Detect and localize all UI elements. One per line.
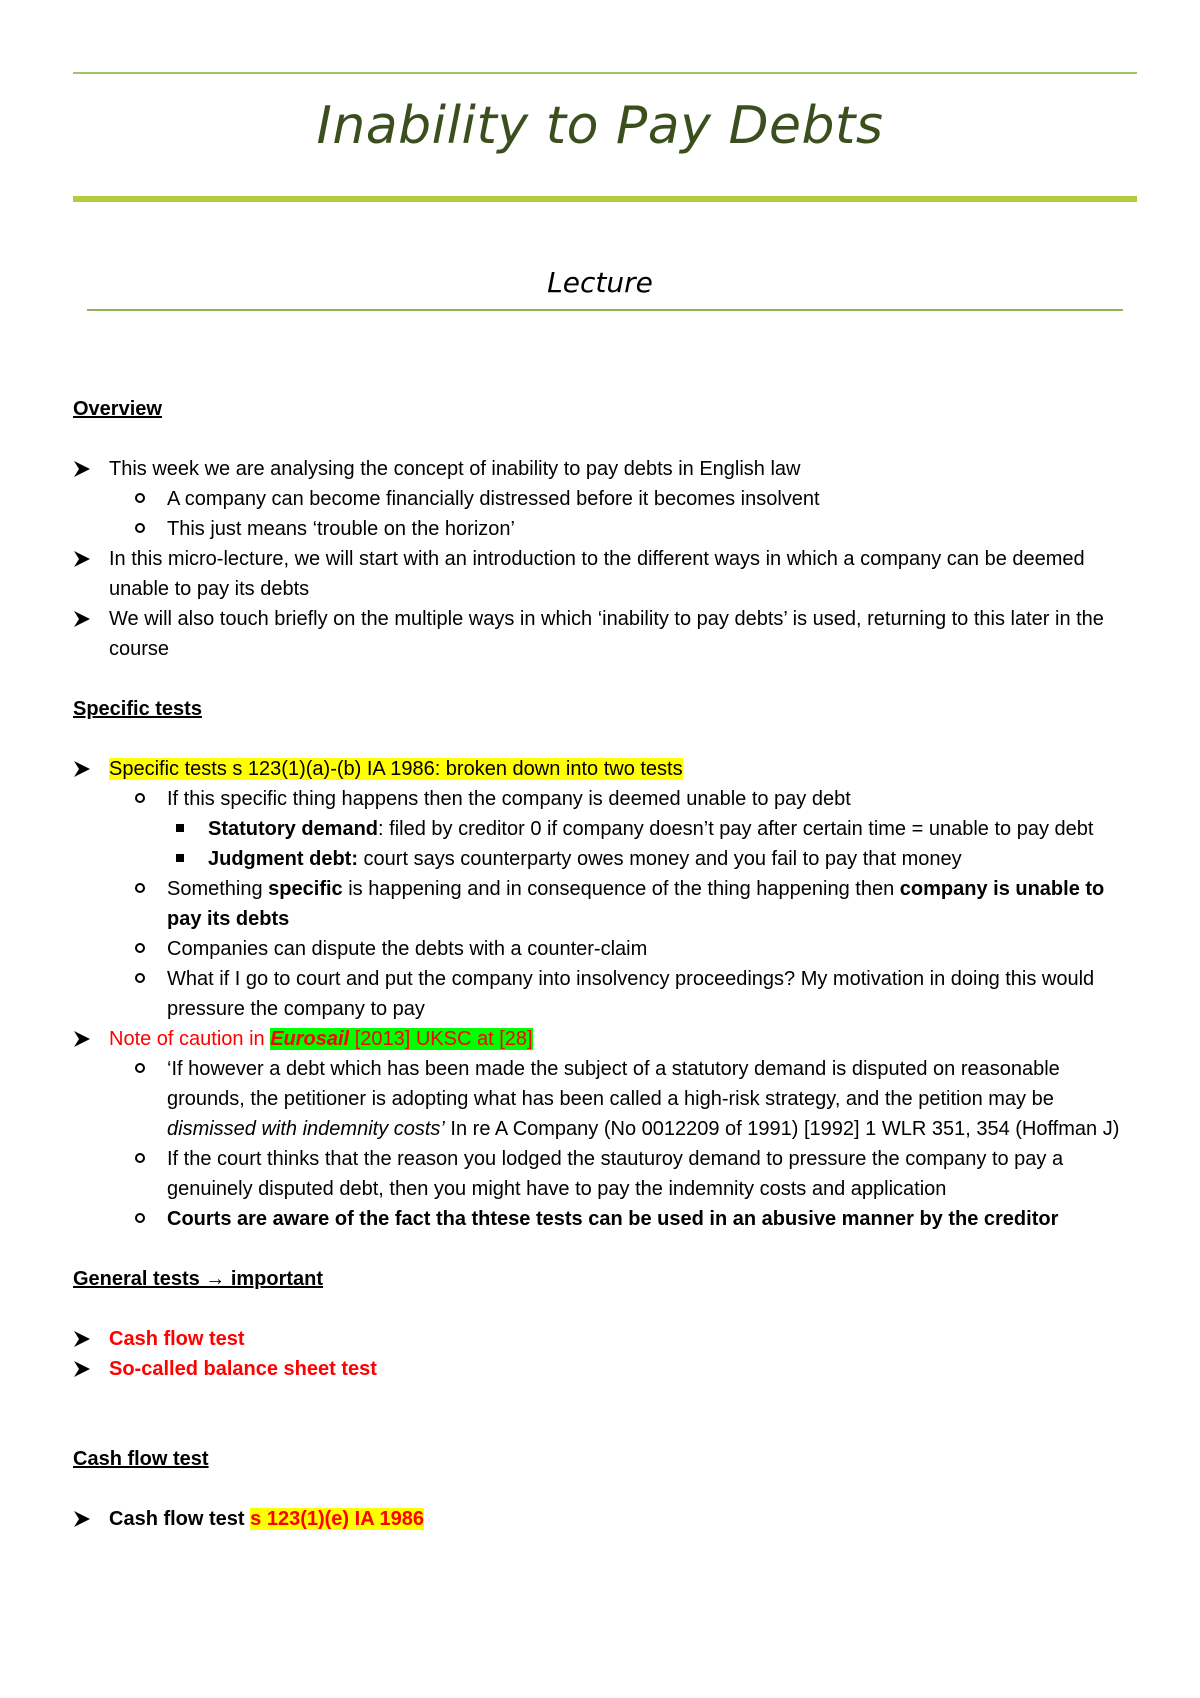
list-item: We will also touch briefly on the multiple ways in which ‘inability to pay debts’ is used, returning to this later in the course	[73, 604, 1143, 664]
case-citation: [2013] UKSC at [28]	[349, 1028, 533, 1050]
document-body	[73, 394, 1143, 1534]
square-bullet-icon	[174, 844, 188, 862]
list-item: This week we are analysing the concept of inability to pay debts in English law	[73, 454, 1143, 484]
circle-bullet-icon	[133, 874, 149, 893]
circle-bullet-icon	[133, 484, 149, 503]
case-name: Eurosail	[270, 1028, 350, 1050]
list-item: This just means ‘trouble on the horizon’	[73, 514, 1143, 544]
list-item	[73, 754, 1143, 784]
arrow-bullet-icon	[73, 754, 93, 778]
arrow-bullet-icon	[73, 1504, 93, 1528]
arrow-bullet-icon	[73, 544, 93, 568]
list-item: Cash flow test	[73, 1324, 1143, 1354]
list-item: What if I go to court and put the company into insolvency proceedings? My motivation in doing this would pressure the company to pay	[73, 964, 1143, 1024]
list-item: Companies can dispute the debts with a counter-claim	[73, 934, 1143, 964]
list-item: If this specific thing happens then the company is deemed unable to pay debt	[73, 784, 1143, 814]
list-item: So-called balance sheet test	[73, 1354, 1143, 1384]
highlighted-text: s 123(1)(e) IA 1986	[250, 1508, 424, 1530]
page-title: Inability to Pay Debts	[316, 96, 884, 156]
circle-bullet-icon	[133, 1054, 149, 1073]
list-item: If the court thinks that the reason you lodged the stauturoy demand to pressure the company to pay a genuinely disputed debt, then you might have to pay the indemnity costs and application	[73, 1144, 1143, 1204]
circle-bullet-icon	[133, 784, 149, 803]
section-heading-general-tests: General tests → important	[73, 1268, 324, 1290]
list-item: Judgment debt: court says counterparty owes money and you fail to pay that money	[73, 844, 1143, 874]
arrow-bullet-icon	[73, 1324, 93, 1348]
list-item: ‘If however a debt which has been made the subject of a statutory demand is disputed on reasonable grounds, the petitioner is adopting what has been called a high-risk strategy, and the petition may be dismissed with indemnity costs’ In re A Company (No 0012209 of 1991) [1992] 1 WLR 351, 354 (Hoffman J)	[73, 1054, 1143, 1144]
highlighted-text: Specific tests s 123(1)(a)-(b) IA 1986: broken down into two tests	[109, 758, 683, 780]
arrow-bullet-icon	[73, 1354, 93, 1378]
section-heading-overview: Overview	[73, 398, 162, 420]
list-item: In this micro-lecture, we will start with an introduction to the different ways in which a company can be deemed unable to pay its debts	[73, 544, 1143, 604]
list-item: Note of caution in Eurosail [2013] UKSC at [28]	[73, 1024, 1143, 1054]
arrow-bullet-icon	[73, 1024, 93, 1048]
subtitle-rule	[87, 309, 1123, 311]
list-item: Something specific is happening and in consequence of the thing happening then company is unable to pay its debts	[73, 874, 1143, 934]
list-item: A company can become financially distressed before it becomes insolvent	[73, 484, 1143, 514]
title-rule	[73, 196, 1137, 202]
list-item: Statutory demand: filed by creditor 0 if company doesn’t pay after certain time = unable to pay debt	[73, 814, 1143, 844]
arrow-bullet-icon	[73, 454, 93, 478]
section-heading-specific-tests: Specific tests	[73, 698, 202, 720]
page-subtitle: Lecture	[547, 266, 653, 299]
top-rule	[73, 72, 1137, 74]
circle-bullet-icon	[133, 1204, 149, 1223]
circle-bullet-icon	[133, 514, 149, 533]
list-item: Cash flow test s 123(1)(e) IA 1986	[73, 1504, 1143, 1534]
list-item: Courts are aware of the fact tha thtese tests can be used in an abusive manner by the creditor	[73, 1204, 1143, 1234]
square-bullet-icon	[174, 814, 188, 832]
section-heading-cash-flow-test: Cash flow test	[73, 1448, 209, 1470]
circle-bullet-icon	[133, 1144, 149, 1163]
circle-bullet-icon	[133, 964, 149, 983]
circle-bullet-icon	[133, 934, 149, 953]
arrow-bullet-icon	[73, 604, 93, 628]
